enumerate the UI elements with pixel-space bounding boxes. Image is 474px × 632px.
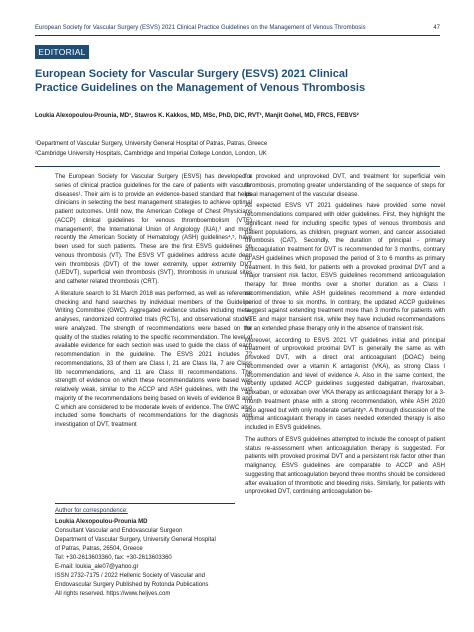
right-paragraph-1: for provoked and unprovoked DVT, and treatment for superficial vein thrombosis, promoting greater understanding of the sequence of steps for ideal management of the vascular disease. [245,174,445,198]
correspondence-line-4: Tel: +30-2613603360, fax: +30-2613603360 [55,555,172,561]
right-paragraph-2: As expected ESVS VT 2021 guidelines have provided some novel recommendations compared with older guidelines. First, they highlight the significant need for including specific types of venous thrombosis and patient populations, as children, pregnant women, and cancer associated thrombosis (CAT). Secondly, the duration of principal - primary anticoagulation treatment for DVT is recommended for 3 months, contrary to ASH guidelines which proposed the period of 3 to 6 months as primary treatment. In this field, for patients with a provoked proximal DVT and a major transient risk factor, ESVS guidelines recommend anticoagulation therapy for three months over a shorter duration as a Class I recommendation, while ASH guidelines recommend a more extended period of three to six months. In contrary, the updated ACCP guidelines suggest against extending treatment more than 3 months for patients with VTE and major transient risk, while they have included recommendations for an extended phase therapy only in the absence of transient risk. [245,203,445,332]
correspondence-line-3: of Patras, Patras, 26504, Greece [55,546,143,552]
correspondence-line-1: Consultant Vascular and Endovascular Surgeon [55,528,183,534]
affiliations [35,140,445,159]
correspondence-email[interactable]: E-mail: loukia_ale07@yahoo.gr [55,564,139,570]
right-column [245,173,445,500]
right-paragraph-3: Moreover, according to ESVS 2021 VT guidelines initial and principal treatment of unprovoked proximal DVT is generally the same as with provoked DVT, with a direct oral anticoagulant (DOAC) being recommended over a vitamin K antagonist (VKA), as strong Class I recommendation and level of evidence A. Also in the same context, the recently updated ACCP guidelines suggested dabigatran, rivaroxaban, apixaban, or edoxaban over VKA therapy as anticoagulant therapy for a 3-month treatment phase with a strong recommendation, while ASH 2020 also agreed but with only moderate certainty⁵. A thorough discussion of the optimal anticoagulant therapy in cases needed extended therapy is also included in ESVS guidelines. [245,337,445,431]
correspondence-name: Loukia Alexopoulou-Prounia MD [55,519,148,525]
correspondence-rule [55,503,235,504]
affiliation-1: ¹Department of Vascular Surgery, University General Hospital of Patras, Patras, Greece [35,141,268,147]
correspondence-heading: Author for correspondence: [55,508,128,514]
affiliation-rule [35,166,440,167]
page-number: 47 [433,25,440,31]
title-line-2: Practice Guidelines on the Management of Venous Thrombosis [35,82,366,94]
correspondence-line-7: Endovascular Surgery Published by Rotonda Publications [55,582,209,588]
affiliation-2: ²Cambridge University Hospitals, Cambridge and Imperial College London, London, UK [35,150,267,157]
article-type-badge: EDITORIAL [35,45,89,59]
running-title: European Society for Vascular Surgery (ESVS) 2021 Clinical Practice Guidelines on the Management of Venous Thrombosis [35,25,366,31]
right-paragraph-4: The authors of ESVS guidelines attempted to include the concept of patient status re-assessment when anticoagulation therapy is suggested. For patients with provoked proximal DVT and a persistent risk factor other than malignancy, ESVS guidelines are comparable to ACCP and ASH suggesting that anticoagulation beyond three months should be considered after evaluation of thrombotic and bleeding risks. Similarly, for patients with unprovoked DVT, continuing anticoagulation be- [245,436,445,496]
running-header [35,25,440,31]
article-title [35,67,415,95]
header-rule [35,35,440,36]
correspondence-box [55,503,235,599]
correspondence-line-8: All rights reserved. https://www.heljves.com [55,591,171,597]
title-line-1: European Society for Vascular Surgery (ESVS) 2021 Clinical [35,68,349,80]
correspondence-line-6: ISSN 2732-7175 / 2022 Hellenic Society of Vascular and [55,573,205,579]
left-column [55,173,252,433]
correspondence-line-2: Department of Vascular Surgery, University General Hospital [55,537,216,543]
left-paragraph-2: A literature search to 31 March 2018 was performed, as well as reference checking and hand searches by individual members of the Guideline Writing Committee (GWC). Aggregated evidence studies including meta-analyses, randomized controlled trials (RCTs), and observational studies were analyzed. The strength of recommendations were based on the quality of the studies relating to the specific recommendation. The level of available evidence for each section was used to guide the class of each recommendation in the guideline. The ESVS 2021 includes 72 recommendations, 33 of them are Class I, 21 are Class IIa, 7 are Class IIb recommendations, and 11 are Class III recommendations. The strength of evidence on which these recommendations were based was relatively weak, similar to the ACCP and ASH guidelines, with the vast majority of the recommendations being based on levels of evidence B and C which are considered to be moderate levels of evidence. The GWC also included some flowcharts of recommendations for the diagnosis and investigation of DVT, treatment [55,290,252,428]
left-paragraph-1: The European Society for Vascular Surgery (ESVS) has developed a series of clinical practice guidelines for the care of patients with vascular diseases¹. Their aim is to provide an evidence-based standard that helps clinicians in selecting the best management strategies to achieve optimal patient outcomes. Until now, the American College of Chest Physicians (ACCP) clinical guidelines for venous thromboembolism (VTE) management², the International Union of Angiology (IUA),³ and more recently the American Society of Hematology (ASH) guidelines⁴,⁵, have been used for such patients. These are the first ESVS guidelines on venous thrombosis (VT). The ESVS VT guidelines address acute deep vein thrombosis (DVT) of the lower extremity, upper extremity DVT (UEDVT), superficial vein thrombosis (SVT), thrombosis in unusual sites and catheter related thrombosis (CRT). [55,174,252,285]
author-list: Loukia Alexopoulou-Prounia, MD¹, Stavros K. Kakkos, MD, MSc, PhD, DIC, RVT¹, Manjit Gohel, MD, FRCS, FEBVS² [35,113,359,119]
